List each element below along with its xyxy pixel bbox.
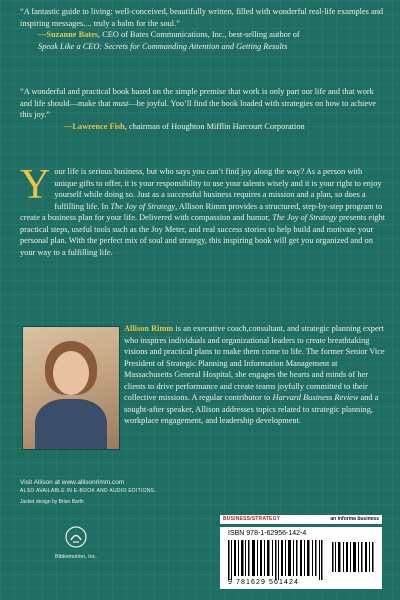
quote-author: —Lawrence Fish — [64, 121, 125, 131]
editions-note: ALSO AVAILABLE IN E-BOOK AND AUDIO EDITIONS. — [20, 488, 157, 494]
bibliomotion-logo-icon — [65, 526, 87, 548]
author-name: Allison Rimm — [124, 324, 174, 333]
author-website: Visit Allison at www.allisonrimm.com — [20, 479, 125, 486]
drop-cap: Y — [20, 162, 51, 208]
footer-credits — [20, 479, 156, 505]
quote-text: “A fantastic guide to living: well-conceived, beautifully written, filled with wonderful real-life examples and inspiring messages.... truly a balm for the soul.” — [20, 7, 384, 28]
quote-affiliation: , chairman of Houghton Mifflin Harcourt Corporation — [124, 121, 305, 131]
quote-author: —Suzanne Bates — [38, 30, 99, 40]
quote-attribution — [20, 121, 386, 133]
quote-text: “A wonderful and practical book based on the simple premise that work is only part our life and that work and life should—make that must—be joyful. You’ll find the book loaded with strategies on how to achieve this joy.” — [20, 87, 376, 120]
informa-label: an informa business — [330, 516, 379, 522]
quote-suzanne-bates — [20, 6, 386, 52]
isbn-text: ISBN 978-1-62956-142-4 — [228, 530, 307, 537]
quote-lawrence-fish — [20, 86, 386, 132]
book-description: Your life is serious business, but who says you can’t find joy along the way? As a person with unique gifts to offer, it is your responsibility to use your talents wisely and it is your right to enjoy yourself while doing so. Just as a successful business requires a mission and a plan, so does a fulfilling life. In The Joy of Strategy, Allison Rimm provides a structured, step-by-step program to create a business plan for your life. Delivered with compassion and humor, The Joy of Strategy presents eight practical steps, useful tools such as the Joy Meter, and real success stories to help build and motivate your personal plan. With the perfect mix of soul and strategy, this inspiring book will get you organized and on your way to a fulfilling life. — [20, 162, 386, 257]
quote-affiliation: , CEO of Bates Communications, Inc., best-selling author of — [98, 30, 300, 40]
price-addon-bars-icon — [332, 540, 374, 572]
publisher-name: Bibliomotion, Inc. — [55, 554, 97, 560]
author-bio: Allison Rimm is an executive coach,consultant, and strategic planning expert who inspires individuals and organizational leaders to create breathtaking visions and practical plans to make them come to life. The former Senior Vice President of Strategic Planning and Information Management at Massachusetts General Hospital, she engages the hearts and minds of her clients to drive performance and create teams joyfully committed to their collective missions. A regular contributor to Harvard Business Review and a sought-after speaker, Allison addresses topics related to strategic planning, workplace engagement, and leadership development. — [124, 324, 385, 426]
quote-book-title: Speak Like a CEO: Secrets for Commanding Attention and Getting Results — [38, 41, 288, 51]
quote-attribution — [20, 29, 386, 52]
jacket-credit: Jacket design by Brian Barth — [20, 499, 84, 505]
category-label: BUSINESS/STRATEGY — [223, 516, 281, 522]
isbn-barcode — [220, 527, 382, 589]
category-strip — [220, 515, 382, 524]
barcode-digits: 9 781629 561424 — [228, 579, 299, 586]
